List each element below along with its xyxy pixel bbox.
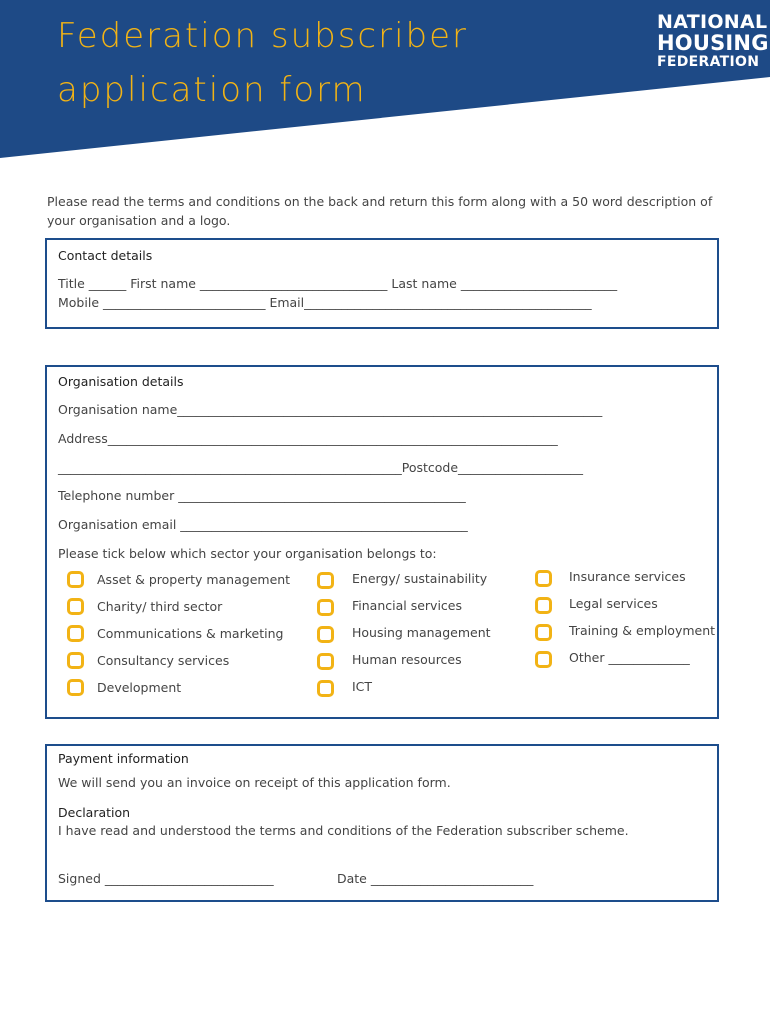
declaration-text: I have read and understood the terms and conditions of the Federation subscriber scheme. [58, 823, 629, 838]
sector-label: Housing management [352, 625, 491, 640]
intro-text [47, 192, 727, 230]
sector-label: Consultancy services [97, 653, 230, 668]
payment-heading: Payment information [58, 751, 189, 766]
address-postcode-field[interactable]: _______________________________________________________Postcode____________________ [58, 460, 584, 475]
date-field[interactable]: Date __________________________ [337, 871, 534, 886]
intro-line-1: Please read the terms and conditions on the back and return this form along with a 50 word description of [47, 194, 713, 209]
sector-checkbox[interactable] [67, 679, 84, 696]
sector-checkbox[interactable] [317, 626, 334, 643]
sector-label: Communications & marketing [97, 626, 284, 641]
logo-line-national: NATIONAL [657, 11, 768, 33]
payment-declaration-section [45, 744, 719, 902]
contact-name-row[interactable]: Title ______ First name ______________________________ Last name _________________________ [58, 276, 618, 291]
sector-checkbox[interactable] [67, 571, 84, 588]
sector-checkbox[interactable] [535, 624, 552, 641]
address-field[interactable]: Address________________________________________________________________________ [58, 431, 558, 446]
declaration-heading: Declaration [58, 805, 131, 820]
logo-line-housing: HOUSING [657, 31, 769, 55]
sector-label: Insurance services [569, 569, 686, 584]
sector-checkbox[interactable] [317, 572, 334, 589]
sector-prompt: Please tick below which sector your organisation belongs to: [58, 546, 437, 561]
sector-checkbox[interactable] [535, 570, 552, 587]
sector-label: Asset & property management [97, 572, 291, 587]
sector-label: Development [97, 680, 182, 695]
sector-checkbox[interactable] [67, 598, 84, 615]
sector-checkbox[interactable] [535, 597, 552, 614]
sector-checkbox[interactable] [317, 680, 334, 697]
sector-label: Charity/ third sector [97, 599, 223, 614]
sector-checkbox[interactable] [67, 652, 84, 669]
contact-mobile-email-row[interactable]: Mobile __________________________ Email______________________________________________ [58, 295, 592, 310]
sector-checkbox[interactable] [317, 653, 334, 670]
sector-label: Financial services [352, 598, 462, 613]
form-title-line-1: Federation subscriber [57, 16, 469, 56]
organisation-name-field[interactable]: Organisation name____________________________________________________________________ [58, 402, 603, 417]
contact-heading: Contact details [58, 248, 153, 263]
sector-label: ICT [352, 679, 373, 694]
sector-label: Energy/ sustainability [352, 571, 488, 586]
logo-line-federation: FEDERATION [657, 54, 760, 70]
contact-details-section [45, 238, 719, 329]
sector-checkbox[interactable] [535, 651, 552, 668]
organisation-details-section [45, 365, 719, 719]
sector-other-label[interactable]: Other _____________ [569, 650, 690, 665]
signed-field[interactable]: Signed ___________________________ [58, 871, 274, 886]
sector-checkbox[interactable] [67, 625, 84, 642]
organisation-email-field[interactable]: Organisation email ______________________________________________ [58, 517, 468, 532]
nhf-logo [657, 12, 769, 71]
organisation-heading: Organisation details [58, 374, 184, 389]
telephone-field[interactable]: Telephone number ______________________________________________ [58, 488, 466, 503]
intro-line-2: your organisation and a logo. [47, 213, 231, 228]
sector-label: Human resources [352, 652, 462, 667]
sector-label: Legal services [569, 596, 658, 611]
sector-label: Training & employment [569, 623, 716, 638]
form-title-line-2: application form [57, 70, 367, 110]
payment-text: We will send you an invoice on receipt of this application form. [58, 775, 451, 790]
sector-checkbox[interactable] [317, 599, 334, 616]
